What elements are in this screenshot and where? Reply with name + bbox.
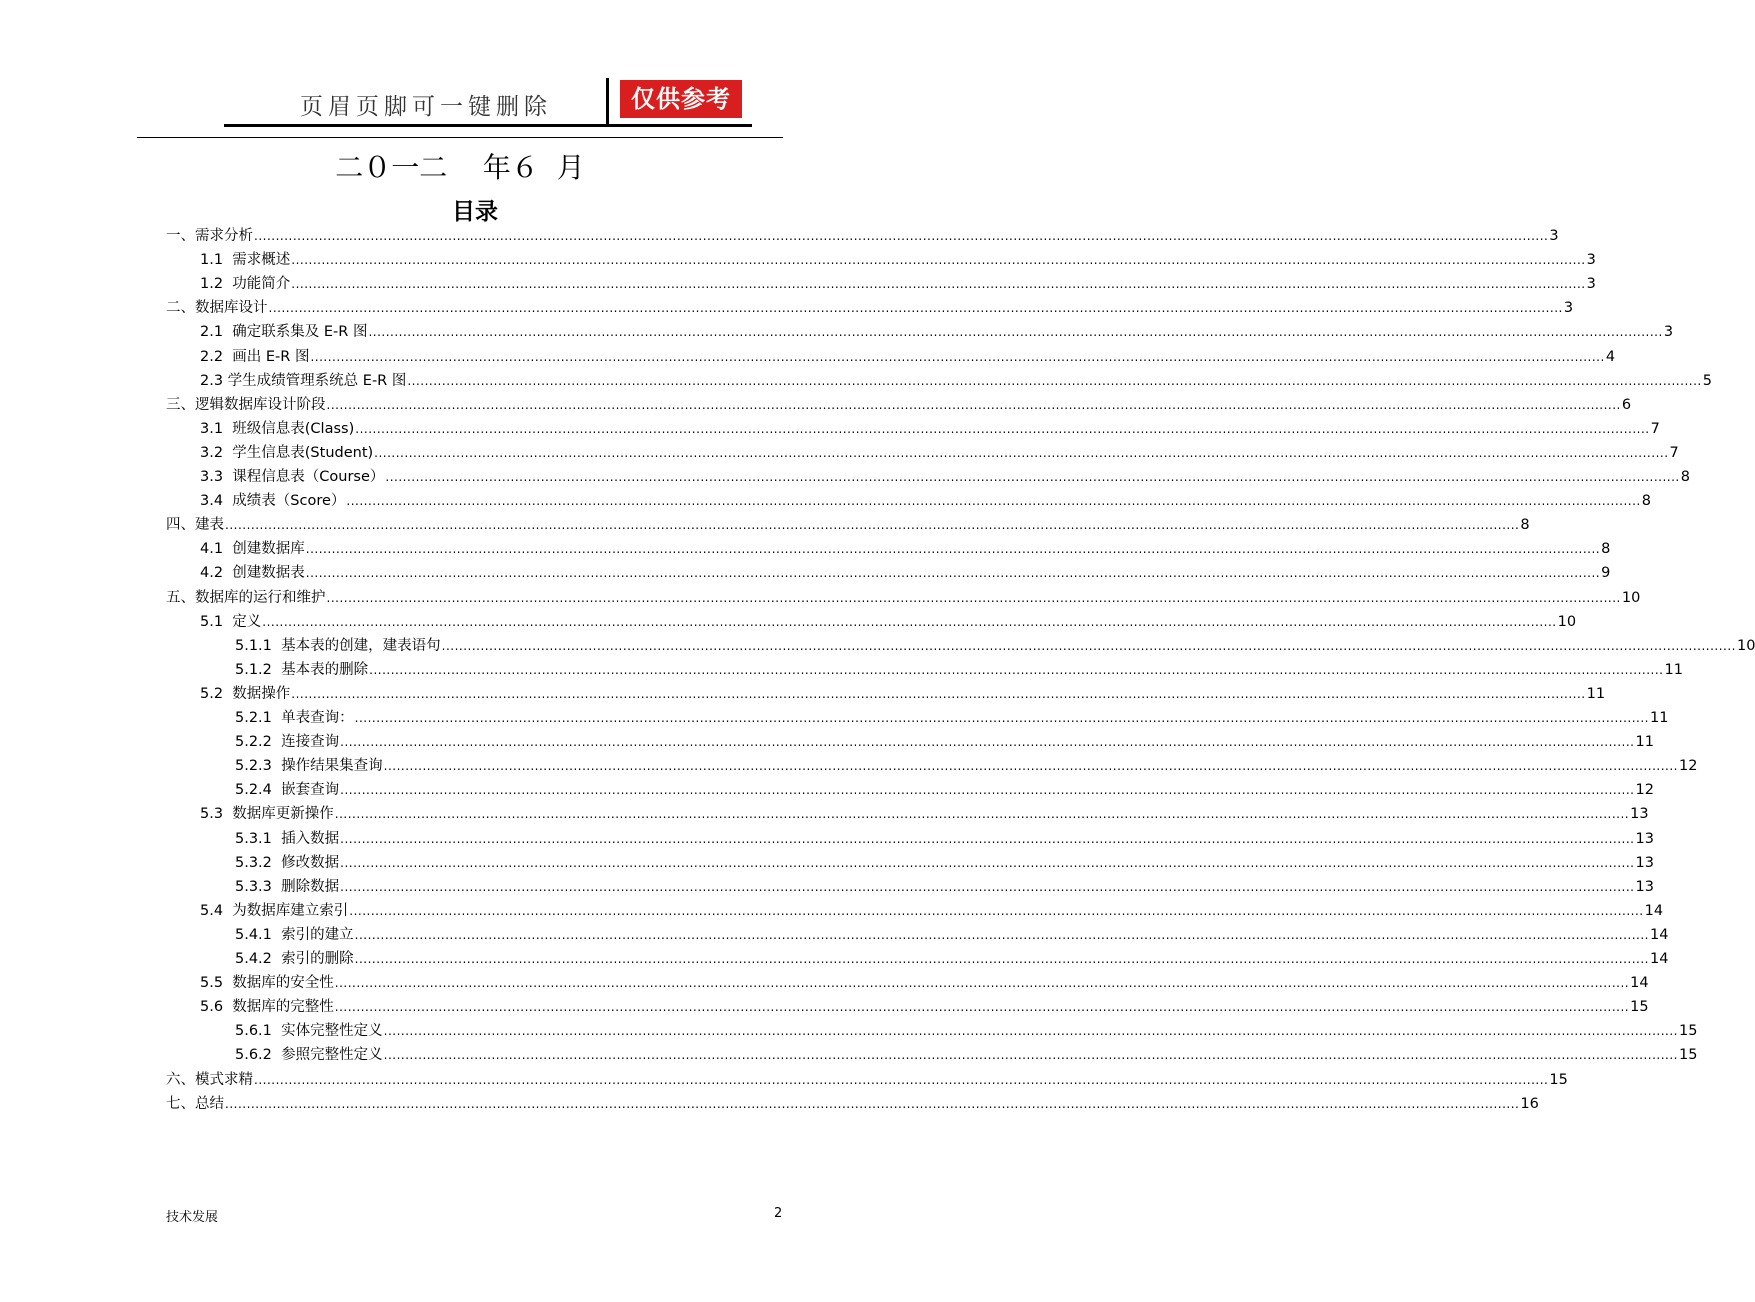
toc-leader-dots: ............................................................................................................................................................................................................................................................................................................: [225, 518, 1520, 533]
toc-entry-title: 5.2.4 嵌套查询: [235, 782, 340, 799]
toc-entry[interactable]: [200, 971, 1649, 995]
toc-entry-page: 13: [1635, 830, 1654, 847]
toc-leader-dots: ............................................................................................................................................................................................................................................................................................................: [354, 927, 1649, 942]
toc-entry-page: 6: [1621, 396, 1632, 413]
toc-leader-dots: ............................................................................................................................................................................................................................................................................................................: [340, 735, 1635, 750]
toc-entry-page: 10: [1557, 613, 1577, 630]
toc-leader-dots: ............................................................................................................................................................................................................................................................................................................: [334, 807, 1630, 822]
toc-entry[interactable]: [200, 802, 1649, 826]
date-line: 二０一二 年６ 月: [335, 151, 585, 184]
toc-leader-dots: ............................................................................................................................................................................................................................................................................................................: [354, 711, 1649, 725]
reference-stamp: 仅供参考: [620, 80, 742, 118]
toc-entry[interactable]: [235, 730, 1654, 754]
toc-entry-page: 3: [1563, 300, 1574, 317]
toc-leader-dots: ............................................................................................................................................................................................................................................................................................................: [254, 229, 1549, 243]
toc-entry[interactable]: [166, 296, 1574, 320]
footer-page-number: 2: [774, 1206, 783, 1221]
toc-entry-page: 10: [1736, 637, 1755, 654]
header-divider: [606, 78, 609, 124]
toc-entry-page: 3: [1663, 324, 1674, 341]
toc-entry[interactable]: [235, 827, 1654, 851]
toc-entry-title: 5.6 数据库的完整性: [200, 999, 334, 1016]
toc-entry[interactable]: [166, 513, 1530, 537]
toc-entry[interactable]: [200, 248, 1596, 272]
toc-entry-title: 5.5 数据库的安全性: [200, 975, 334, 992]
toc-entry-page: 10: [1621, 589, 1641, 606]
toc-entry[interactable]: [200, 561, 1611, 585]
toc-entry-page: 8: [1520, 517, 1530, 534]
toc-entry[interactable]: [166, 224, 1559, 248]
toc-entry[interactable]: [200, 899, 1664, 923]
toc-entry-title: 3.1 班级信息表(Class): [200, 420, 355, 437]
toc-entry[interactable]: [235, 1019, 1698, 1043]
toc-entry-title: 5.3 数据库更新操作: [200, 806, 334, 823]
toc-entry-title: 4.1 创建数据库: [200, 541, 305, 558]
toc-entry[interactable]: [235, 754, 1698, 778]
toc-leader-dots: ............................................................................................................................................................................................................................................................................................................: [291, 277, 1586, 292]
toc-entry[interactable]: [200, 417, 1660, 441]
toc-entry-page: 11: [1664, 661, 1683, 678]
toc-entry[interactable]: [166, 1068, 1568, 1092]
header-underline: [224, 124, 752, 127]
toc-entry-title: 3.4 成绩表（Score）: [200, 493, 346, 510]
toc-entry-page: 8: [1680, 469, 1690, 485]
toc-entry-title: 5.6.2 参照完整性定义: [235, 1047, 383, 1064]
toc-entry[interactable]: [200, 610, 1577, 634]
toc-leader-dots: ............................................................................................................................................................................................................................................................................................................: [383, 1048, 1678, 1063]
toc-leader-dots: ............................................................................................................................................................................................................................................................................................................: [385, 470, 1680, 484]
toc-entry-title: 2.1 确定联系集及 E-R 图: [200, 324, 368, 341]
toc-leader-dots: ............................................................................................................................................................................................................................................................................................................: [310, 349, 1605, 364]
toc-entry-page: 11: [1635, 734, 1654, 751]
toc-entry-page: 15: [1630, 999, 1649, 1016]
toc-entry[interactable]: [200, 995, 1649, 1019]
toc-entry[interactable]: [235, 923, 1669, 947]
toc-entry[interactable]: [200, 345, 1616, 369]
toc-entry-page: 13: [1630, 806, 1649, 823]
toc-entry[interactable]: [200, 682, 1606, 706]
toc-title: 目录: [452, 199, 498, 225]
toc-entry[interactable]: [235, 658, 1683, 682]
toc-leader-dots: ............................................................................................................................................................................................................................................................................................................: [368, 325, 1663, 340]
header-banner-text: 页眉页脚可一键删除: [300, 94, 552, 120]
toc-entry-title: 1.2 功能简介: [200, 276, 291, 293]
toc-entry[interactable]: [235, 1043, 1698, 1067]
toc-leader-dots: ............................................................................................................................................................................................................................................................................................................: [326, 397, 1621, 412]
toc-entry-page: 16: [1520, 1095, 1539, 1112]
toc-entry-page: 13: [1635, 878, 1654, 895]
toc-entry[interactable]: [235, 851, 1654, 875]
toc-leader-dots: ............................................................................................................................................................................................................................................................................................................: [254, 1072, 1549, 1087]
toc-leader-dots: ............................................................................................................................................................................................................................................................................................................: [349, 903, 1644, 918]
toc-entry-page: 8: [1601, 541, 1611, 558]
toc-entry-title: 5.1 定义: [200, 613, 262, 630]
toc-entry[interactable]: [166, 1092, 1539, 1116]
toc-leader-dots: ............................................................................................................................................................................................................................................................................................................: [355, 421, 1650, 436]
toc-leader-dots: ............................................................................................................................................................................................................................................................................................................: [369, 662, 1664, 677]
toc-entry-page: 3: [1586, 276, 1596, 293]
toc-leader-dots: ............................................................................................................................................................................................................................................................................................................: [268, 301, 1563, 316]
toc-entry-page: 11: [1586, 685, 1606, 702]
toc-entry-title: 3.3 课程信息表（Course）: [200, 469, 385, 485]
toc-leader-dots: ............................................................................................................................................................................................................................................................................................................: [346, 494, 1641, 509]
toc-entry-title: 5.1.2 基本表的删除: [235, 661, 369, 678]
toc-entry-title: 5.3.3 删除数据: [235, 878, 340, 895]
toc-entry-title: 5.2.3 操作结果集查询: [235, 758, 383, 775]
toc-leader-dots: ............................................................................................................................................................................................................................................................................................................: [334, 1000, 1630, 1015]
header-rule: [137, 137, 783, 138]
toc-entry-title: 一、需求分析: [166, 228, 253, 244]
toc-entry[interactable]: [200, 537, 1611, 561]
toc-entry-title: 5.3.1 插入数据: [235, 830, 340, 847]
toc-entry[interactable]: [166, 393, 1632, 417]
toc-entry-page: 4: [1605, 348, 1616, 365]
toc-entry-page: 7: [1650, 420, 1660, 437]
toc-entry-page: 9: [1601, 565, 1611, 582]
toc-leader-dots: ............................................................................................................................................................................................................................................................................................................: [441, 638, 1736, 653]
toc-entry-page: 14: [1630, 975, 1649, 992]
toc-entry[interactable]: [235, 706, 1669, 730]
toc-leader-dots: ............................................................................................................................................................................................................................................................................................................: [383, 759, 1678, 774]
toc-leader-dots: ............................................................................................................................................................................................................................................................................................................: [305, 566, 1601, 581]
toc-leader-dots: ............................................................................................................................................................................................................................................................................................................: [291, 686, 1586, 701]
toc-entry-page: 14: [1649, 951, 1669, 967]
toc-entry-title: 2.2 画出 E-R 图: [200, 348, 310, 365]
toc-entry-title: 1.1 需求概述: [200, 252, 291, 269]
toc-entry-title: 五、数据库的运行和维护: [166, 589, 326, 606]
toc-leader-dots: ............................................................................................................................................................................................................................................................................................................: [354, 952, 1649, 966]
toc-leader-dots: ............................................................................................................................................................................................................................................................................................................: [383, 1024, 1678, 1039]
toc-entry-page: 11: [1649, 710, 1669, 726]
toc-entry-title: 5.2.1 单表查询：: [235, 710, 354, 726]
toc-entry[interactable]: [235, 778, 1654, 802]
toc-entry[interactable]: [200, 465, 1690, 489]
toc-leader-dots: ............................................................................................................................................................................................................................................................................................................: [305, 542, 1601, 557]
toc-entry-title: 5.4 为数据库建立索引: [200, 902, 349, 919]
toc-entry[interactable]: [200, 441, 1679, 465]
toc-entry-page: 15: [1678, 1023, 1698, 1040]
toc-entry-title: 四、建表: [166, 517, 224, 534]
toc-entry[interactable]: [200, 320, 1674, 344]
toc-entry-page: 15: [1549, 1071, 1568, 1088]
toc-entry-title: 5.6.1 实体完整性定义: [235, 1023, 383, 1040]
toc-entry-title: 5.4.2 索引的删除: [235, 951, 354, 967]
toc-leader-dots: ............................................................................................................................................................................................................................................................................................................: [225, 1096, 1520, 1111]
toc-entry-title: 七、总结: [166, 1095, 224, 1112]
toc-leader-dots: ............................................................................................................................................................................................................................................................................................................: [374, 445, 1669, 460]
toc-entry-page: 3: [1549, 228, 1559, 244]
toc-leader-dots: ............................................................................................................................................................................................................................................................................................................: [262, 614, 1557, 629]
toc-leader-dots: ............................................................................................................................................................................................................................................................................................................: [340, 855, 1635, 870]
toc-entry[interactable]: [200, 489, 1651, 513]
toc-entry-title: 4.2 创建数据表: [200, 565, 305, 582]
toc-entry[interactable]: [235, 947, 1669, 971]
toc-entry-title: 六、模式求精: [166, 1071, 253, 1088]
toc-entry-page: 12: [1635, 782, 1654, 799]
toc-entry-page: 14: [1644, 902, 1664, 919]
toc-entry[interactable]: [200, 369, 1712, 393]
toc-entry-page: 8: [1641, 493, 1651, 510]
toc-leader-dots: ............................................................................................................................................................................................................................................................................................................: [407, 373, 1702, 388]
toc-entry-page: 14: [1649, 926, 1669, 943]
toc-entry[interactable]: [235, 634, 1755, 658]
toc-leader-dots: ............................................................................................................................................................................................................................................................................................................: [340, 879, 1635, 894]
toc-entry-page: 5: [1702, 372, 1712, 389]
footer-label: 技术发展: [166, 1210, 219, 1225]
toc-entry-title: 5.2 数据操作: [200, 685, 291, 702]
toc-entry-title: 3.2 学生信息表(Student): [200, 444, 374, 461]
toc-entry-page: 12: [1678, 758, 1698, 775]
toc-entry[interactable]: [235, 875, 1654, 899]
toc-entry-page: 7: [1669, 444, 1679, 461]
toc-leader-dots: ............................................................................................................................................................................................................................................................................................................: [291, 253, 1586, 268]
toc-entry-title: 二、数据库设计: [166, 300, 268, 317]
toc-leader-dots: ............................................................................................................................................................................................................................................................................................................: [334, 976, 1630, 991]
toc-entry-title: 5.3.2 修改数据: [235, 854, 340, 871]
toc-entry-title: 2.3 学生成绩管理系统总 E-R 图: [200, 372, 407, 389]
toc-leader-dots: ............................................................................................................................................................................................................................................................................................................: [326, 590, 1621, 605]
toc-entry-title: 5.2.2 连接查询: [235, 734, 340, 751]
toc-entry-title: 5.1.1 基本表的创建，建表语句: [235, 637, 441, 654]
toc-entry-page: 13: [1635, 854, 1654, 871]
toc-entry-page: 3: [1586, 252, 1596, 269]
toc-leader-dots: ............................................................................................................................................................................................................................................................................................................: [340, 783, 1635, 798]
toc-entry-page: 15: [1678, 1047, 1698, 1064]
toc-entry[interactable]: [200, 272, 1596, 296]
toc-entry[interactable]: [166, 586, 1641, 610]
toc-entry-title: 三、逻辑数据库设计阶段: [166, 396, 326, 413]
toc-leader-dots: ............................................................................................................................................................................................................................................................................................................: [340, 831, 1635, 846]
toc-entry-title: 5.4.1 索引的建立: [235, 926, 354, 943]
header-banner: [222, 78, 752, 130]
